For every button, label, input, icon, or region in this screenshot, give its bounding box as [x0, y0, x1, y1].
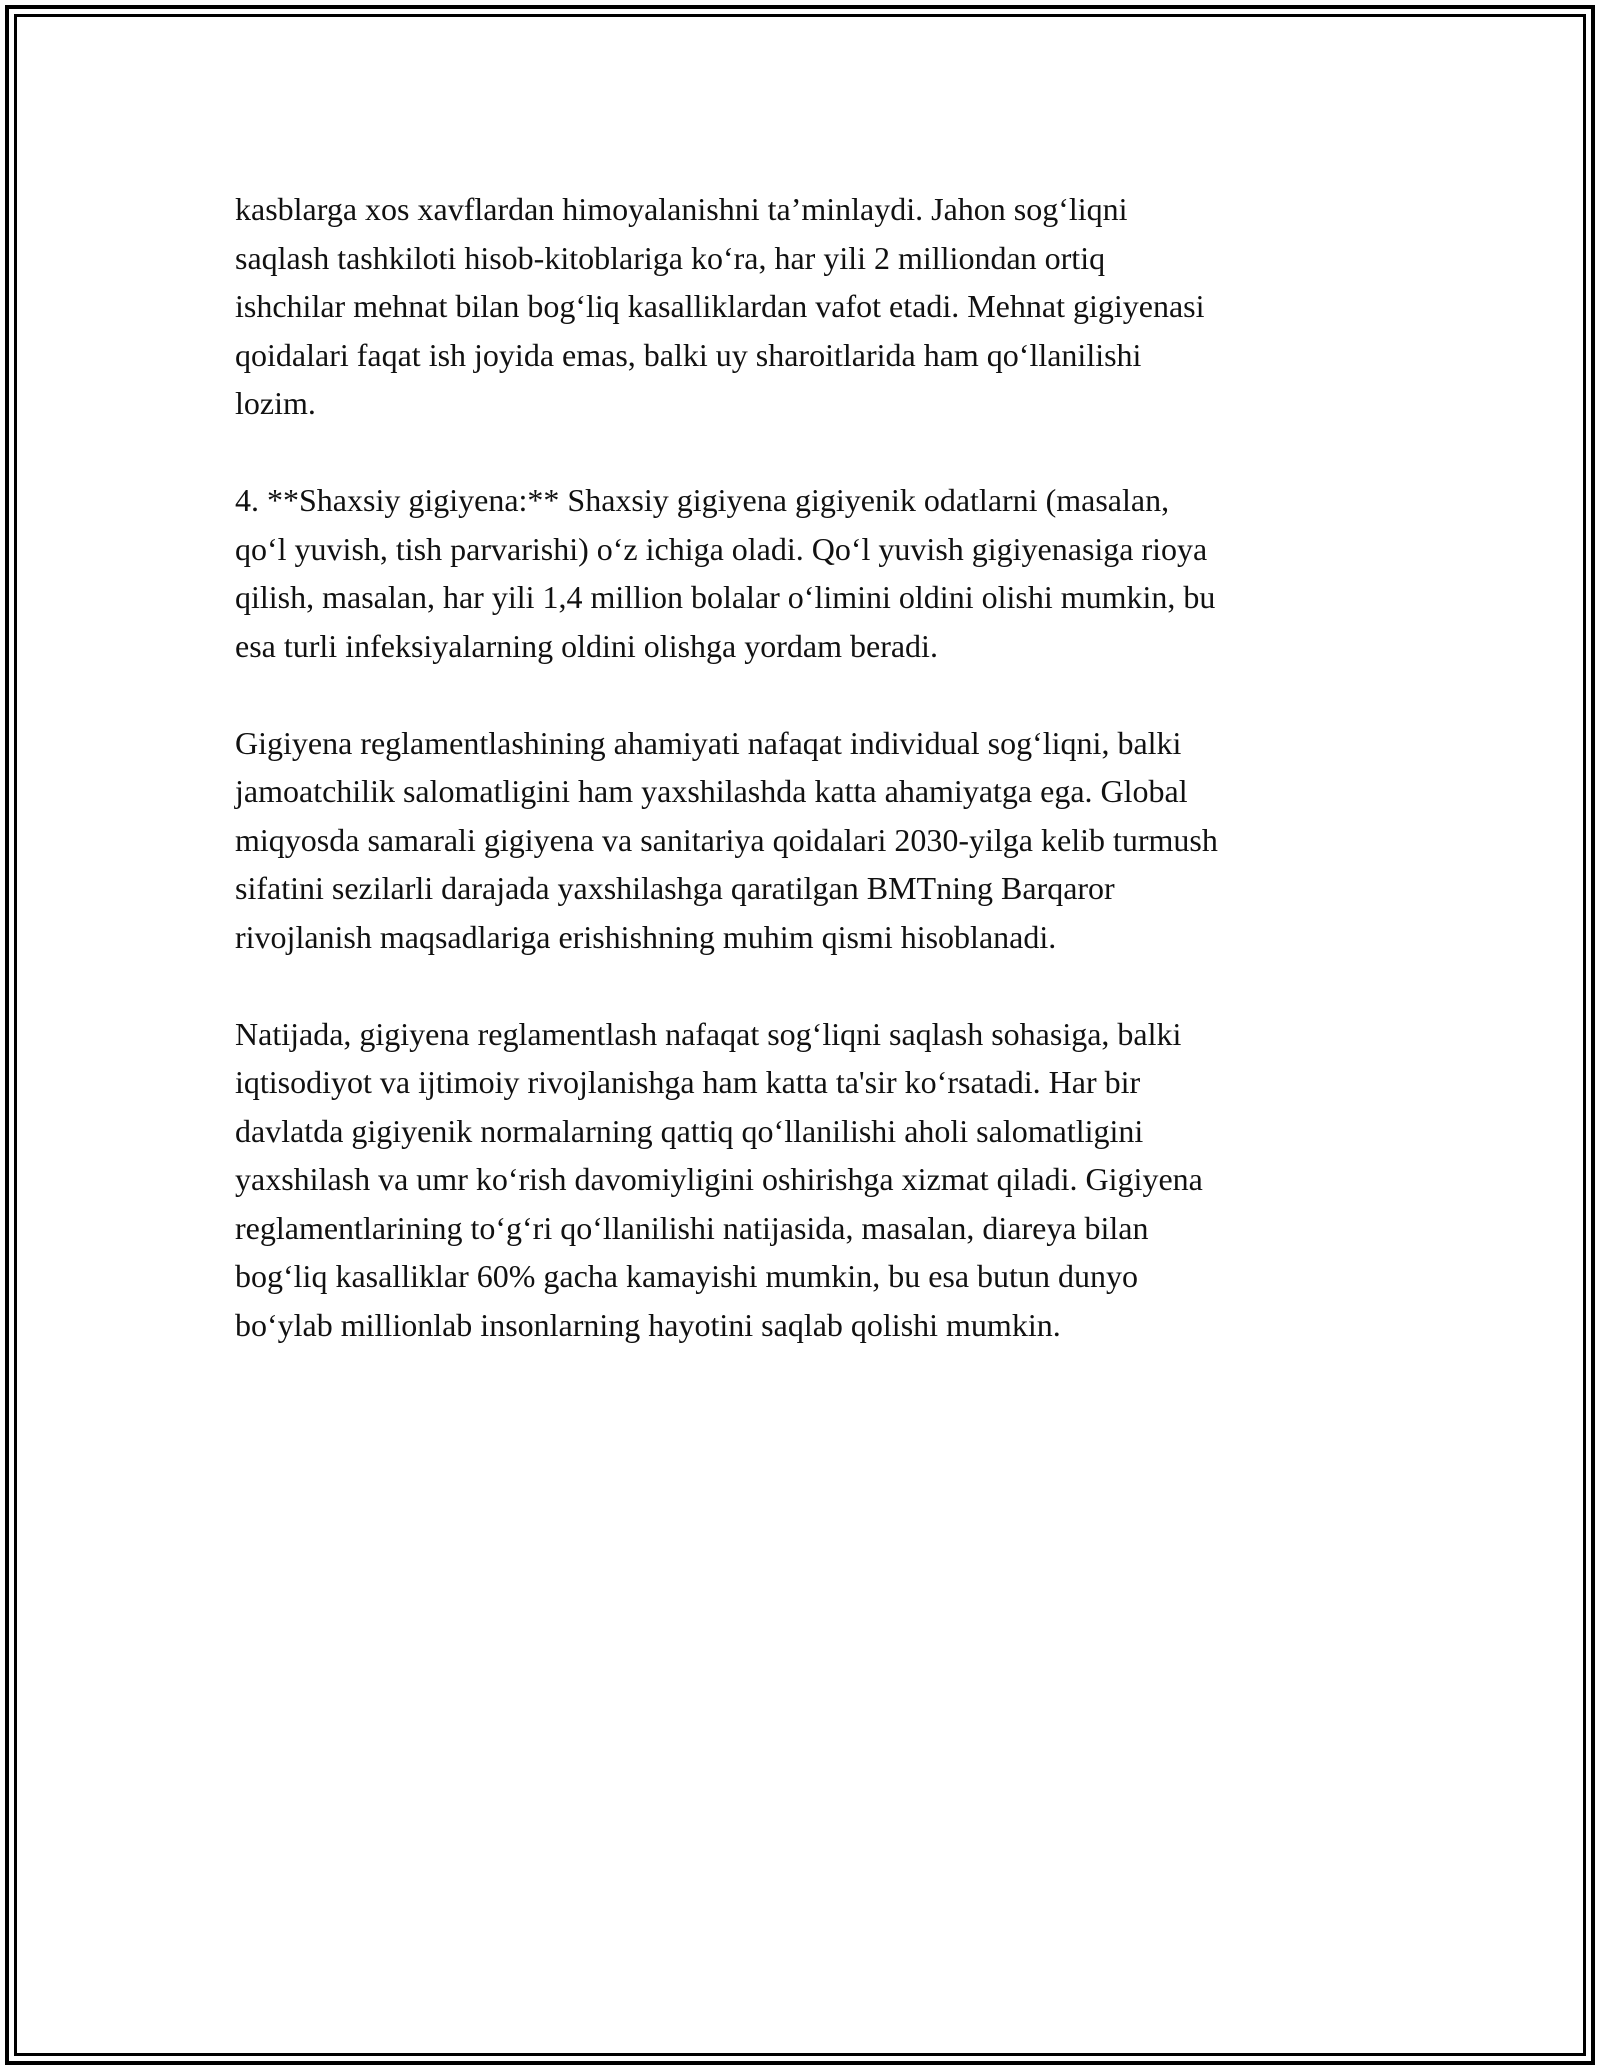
text-line: iqtisodiyot va ijtimoiy rivojlanishga ham katta ta'sir ko‘rsatadi. Har bir [235, 1064, 1141, 1100]
text-line: Natijada, gigiyena reglamentlash nafaqat sog‘liqni saqlash sohasiga, balki [235, 1015, 1182, 1052]
text-line: lozim. [235, 385, 316, 421]
text-line: davlatda gigiyenik normalarning qattiq qo‘llanilishi aholi salomatligini [235, 1112, 1144, 1149]
text-line: bog‘liq kasalliklar 60% gacha kamayishi mumkin, bu esa butun dunyo [235, 1258, 1138, 1294]
text-line: qo‘l yuvish, tish parvarishi) o‘z ichiga oladi. Qo‘l yuvish gigiyenasiga rioya [235, 530, 1208, 567]
paragraph-conclusion [235, 1010, 1375, 1350]
paragraph-occupational-hygiene [235, 185, 1375, 428]
text-line: jamoatchilik salomatligini ham yaxshilashda katta ahamiyatga ega. Global [235, 773, 1188, 809]
text-line: qilish, masalan, har yili 1,4 million bolalar o‘limini oldini olishi mumkin, bu [235, 579, 1216, 615]
text-line: rivojlanish maqsadlariga erishishning muhim qismi hisoblanadi. [235, 918, 1057, 955]
paragraph-importance [235, 719, 1375, 962]
text-line: bo‘ylab millionlab insonlarning hayotini saqlab qolishi mumkin. [235, 1306, 1061, 1343]
text-line: qoidalari faqat ish joyida emas, balki uy sharoitlarida ham qo‘llanilishi [235, 336, 1142, 373]
paragraph-personal-hygiene [235, 476, 1375, 670]
text-line: miqyosda samarali gigiyena va sanitariya qoidalari 2030-yilga kelib turmush [235, 821, 1218, 858]
text-line: ishchilar mehnat bilan bog‘liq kasalliklardan vafot etadi. Mehnat gigiyenasi [235, 288, 1205, 324]
text-line: saqlash tashkiloti hisob-kitoblariga ko‘ra, har yili 2 milliondan ortiq [235, 239, 1106, 276]
text-line: sifatini sezilarli darajada yaxshilashga qaratilgan BMTning Barqaror [235, 870, 1115, 906]
text-line: esa turli infeksiyalarning oldini olishga yordam beradi. [235, 627, 938, 664]
text-line: kasblarga xos xavflardan himoyalanishni ta’minlaydi. Jahon sog‘liqni [235, 191, 1128, 227]
text-line: yaxshilash va umr ko‘rish davomiyligini oshirishga xizmat qiladi. Gigiyena [235, 1161, 1203, 1197]
text-line: reglamentlarining to‘g‘ri qo‘llanilishi natijasida, masalan, diareya bilan [235, 1209, 1149, 1246]
text-line: Gigiyena reglamentlashining ahamiyati nafaqat individual sog‘liqni, balki [235, 724, 1182, 761]
document-body [235, 185, 1375, 1398]
text-line: 4. **Shaxsiy gigiyena:** Shaxsiy gigiyena gigiyenik odatlarni (masalan, [235, 482, 1170, 518]
